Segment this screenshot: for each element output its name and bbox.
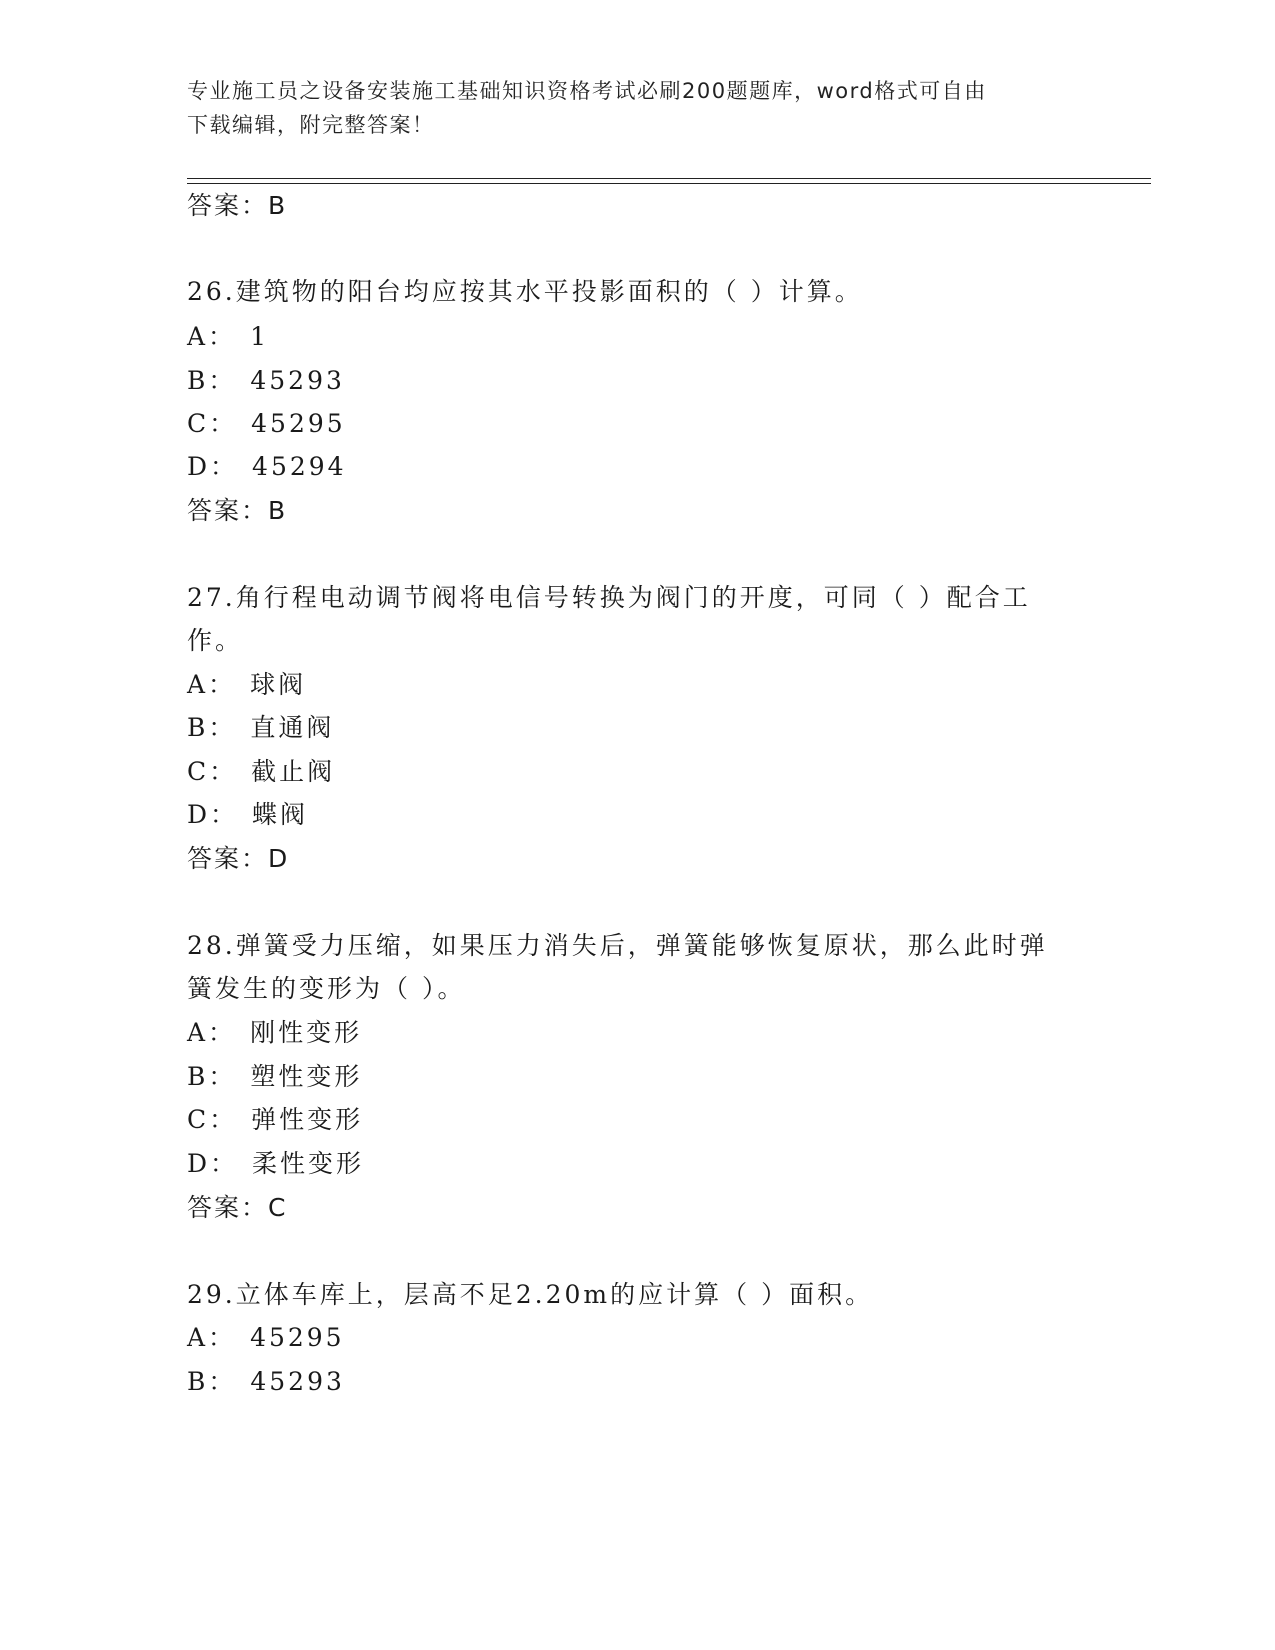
option-text: 弹性变形 — [251, 1105, 364, 1134]
question-28-option-d — [187, 1144, 364, 1180]
question-28-stem-line-2: 簧发生的变形为（ ）。 — [187, 974, 466, 1003]
question-27-stem-line-2: 作。 — [187, 626, 244, 655]
option-text: 柔性变形 — [252, 1149, 365, 1178]
question-29-option-b — [187, 1362, 345, 1398]
question-26-option-a — [187, 317, 269, 353]
question-28-option-c — [187, 1100, 363, 1136]
previous-answer: 答案：B — [187, 191, 288, 220]
option-text: 45295 — [250, 1323, 345, 1352]
option-key: D： — [187, 1149, 239, 1178]
question-27-stem-line-1: 27.角行程电动调节阀将电信号转换为阀门的开度，可同（ ）配合工 — [187, 583, 1031, 612]
option-text: 塑性变形 — [250, 1062, 363, 1091]
option-key: D： — [187, 452, 239, 481]
option-text: 1 — [250, 322, 269, 351]
option-key: C： — [187, 409, 238, 438]
option-text: 蝶阀 — [252, 800, 309, 829]
option-key: B： — [187, 1062, 237, 1091]
option-key: C： — [187, 757, 238, 786]
option-key: B： — [187, 1367, 237, 1396]
option-key: D： — [187, 800, 239, 829]
question-26-option-b — [187, 361, 345, 397]
option-text: 45293 — [250, 1367, 345, 1396]
question-26-answer: 答案：B — [187, 496, 288, 525]
option-text: 45294 — [252, 452, 347, 481]
question-28-option-a — [187, 1013, 362, 1049]
header-divider-top — [187, 178, 1151, 179]
option-key: A： — [187, 1323, 237, 1352]
question-26-stem: 26.建筑物的阳台均应按其水平投影面积的（ ）计算。 — [187, 277, 863, 306]
question-27-option-c — [187, 752, 335, 788]
question-28-option-b — [187, 1057, 362, 1093]
question-29-option-a — [187, 1318, 345, 1354]
question-27-option-a — [187, 665, 306, 701]
option-text: 45293 — [250, 366, 345, 395]
option-key: B： — [187, 366, 237, 395]
header-line-2: 下载编辑，附完整答案！ — [187, 113, 435, 137]
option-key: A： — [187, 1018, 237, 1047]
question-26-option-d — [187, 447, 347, 483]
question-26-option-c — [187, 404, 346, 440]
header-divider-bottom — [187, 183, 1151, 184]
option-key: A： — [187, 670, 237, 699]
header-line-1: 专业施工员之设备安装施工基础知识资格考试必刷200题题库，word格式可自由 — [187, 79, 987, 103]
option-text: 直通阀 — [250, 713, 335, 742]
question-28-answer: 答案：C — [187, 1193, 288, 1222]
option-key: A： — [187, 322, 237, 351]
question-27-option-d — [187, 795, 308, 831]
option-key: B： — [187, 713, 237, 742]
option-text: 截止阀 — [251, 757, 336, 786]
question-27-option-b — [187, 708, 334, 744]
document-header — [187, 74, 1067, 142]
option-text: 45295 — [251, 409, 346, 438]
question-28-stem-line-1: 28.弹簧受力压缩，如果压力消失后，弹簧能够恢复原状，那么此时弹 — [187, 931, 1048, 960]
option-text: 刚性变形 — [250, 1018, 363, 1047]
option-key: C： — [187, 1105, 238, 1134]
question-27-answer: 答案：D — [187, 844, 290, 873]
question-29-stem: 29.立体车库上，层高不足2.20m的应计算（ ）面积。 — [187, 1280, 874, 1309]
option-text: 球阀 — [250, 670, 307, 699]
